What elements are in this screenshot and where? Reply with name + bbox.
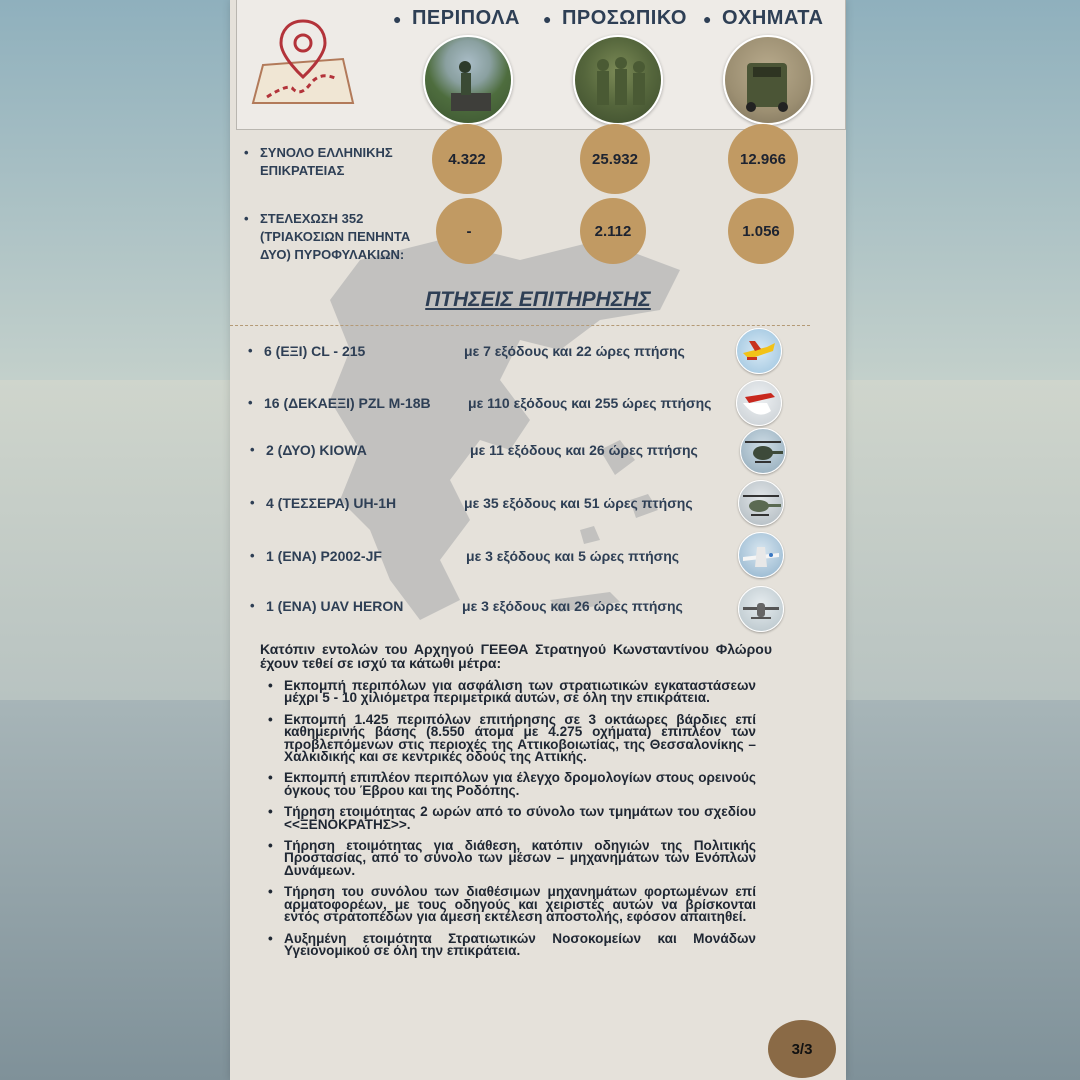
header-patrols: ● ΠΕΡΙΠΟΛΑ <box>393 7 520 29</box>
page-number-badge: 3/3 <box>768 1020 836 1078</box>
stat-total-personnel: 25.932 <box>580 124 650 194</box>
measures-list <box>260 680 756 966</box>
flights-title: ΠΤΗΣΕΙΣ ΕΠΙΤΗΡΗΣΗΣ <box>425 288 651 311</box>
flight-bullet: • <box>250 442 255 457</box>
flight-name: 6 (ΕΞΙ) CL - 215 <box>264 343 366 359</box>
flight-bullet: • <box>250 548 255 563</box>
patrol-photo <box>423 35 513 125</box>
stat-label-total: • ΣΥΝΟΛΟ ΕΛΛΗΝΙΚΗΣ ΕΠΙΚΡΑΤΕΙΑΣ <box>244 145 393 178</box>
stat-firewatch-patrols: - <box>436 198 502 264</box>
flight-bullet: • <box>248 343 253 358</box>
flight-bullet: • <box>248 395 253 410</box>
list-item: • Εκπομπή 1.425 περιπόλων επιτήρησης σε 3 οκτάωρες βάρδιες επί καθημερινής βάσης (8.550 άτομα με 4.275 οχήματα) επιπλέον των προβλεπόμενων στις περιοχές της Αττικοβοιωτίας, της Θεσσαλονίκης – Χαλκιδικής και σε κεντρικές οδούς της Αττικής. <box>260 714 756 764</box>
stat-label-firewatch: • ΣΤΕΛΕΧΩΣΗ 352 (ΤΡΙΑΚΟΣΙΩΝ ΠΕΝΗΝΤΑ ΔΥΟ) ΠΥΡΟΦΥΛΑΚΙΩΝ: <box>244 211 411 262</box>
flight-name: 1 (ΕΝΑ) P2002-JF <box>266 548 382 564</box>
personnel-photo <box>573 35 663 125</box>
header-vehicles-label: ΟΧΗΜΑΤΑ <box>721 7 824 29</box>
drone-icon <box>738 586 784 632</box>
flight-details: με 11 εξόδους και 26 ώρες πτήσης <box>470 442 698 458</box>
stat-firewatch-vehicles: 1.056 <box>728 198 794 264</box>
flight-name: 2 (ΔΥΟ) KIOWA <box>266 442 367 458</box>
flight-details: με 3 εξόδους και 5 ώρες πτήσης <box>466 548 680 564</box>
stat-firewatch-personnel: 2.112 <box>580 198 646 264</box>
water-drop-plane-icon <box>736 380 782 426</box>
flight-bullet: • <box>250 598 255 613</box>
stat-label-firewatch-text: ΣΤΕΛΕΧΩΣΗ 352 (ΤΡΙΑΚΟΣΙΩΝ ΠΕΝΗΝΤΑ ΔΥΟ) ΠΥΡΟΦΥΛΑΚΙΩΝ: <box>260 211 411 262</box>
light-plane-icon <box>738 532 784 578</box>
stat-label-total-text: ΣΥΝΟΛΟ ΕΛΛΗΝΙΚΗΣ ΕΠΙΚΡΑΤΕΙΑΣ <box>260 145 393 178</box>
flight-name: 4 (ΤΕΣΣΕΡΑ) UH-1H <box>266 495 397 511</box>
header-vehicles: ● ΟΧΗΜΑΤΑ <box>703 7 824 29</box>
flight-bullet: • <box>250 495 255 510</box>
list-item: • Τήρηση του συνόλου των διαθέσιμων μηχανημάτων φορτωμένων επί αρματοφορέων, με τους οδηγούς και χειριστές αυτών να βρίσκονται εντός στρατοπέδων για άμεση εκτέλεση αποστολής, εφόσον απαιτηθεί. <box>260 886 756 923</box>
flight-name: 1 (ΕΝΑ) UAV HERON <box>266 598 404 614</box>
helicopter-icon <box>740 428 786 474</box>
list-item: • Εκπομπή επιπλέον περιπόλων για έλεγχο δρομολογίων στους ορεινούς όγκους του Έβρου και της Ροδόπης. <box>260 772 756 797</box>
header-patrols-label: ΠΕΡΙΠΟΛΑ <box>411 7 520 29</box>
header-box <box>236 0 846 130</box>
greece-map-watermark <box>300 200 720 640</box>
list-item: • Αυξημένη ετοιμότητα Στρατιωτικών Νοσοκομείων και Μονάδων Υγειονομικού σε όλη την επικράτεια. <box>260 933 756 958</box>
flight-details: με 110 εξόδους και 255 ώρες πτήσης <box>468 395 712 411</box>
intro-paragraph: Κατόπιν εντολών του Αρχηγού ΓΕΕΘΑ Στρατηγού Κωνσταντίνου Φλώρου έχουν τεθεί σε ισχύ τα κάτωθι μέτρα: <box>260 641 772 671</box>
divider <box>230 325 810 326</box>
header-personnel: ● ΠΡΟΣΩΠΙΚΟ <box>543 7 687 29</box>
helicopter-icon <box>738 480 784 526</box>
flight-name: 16 (ΔΕΚΑΕΞΙ) PZL M-18B <box>264 395 431 411</box>
flight-details: με 7 εξόδους και 22 ώρες πτήσης <box>464 343 685 359</box>
stat-total-patrols: 4.322 <box>432 124 502 194</box>
flight-details: με 35 εξόδους και 51 ώρες πτήσης <box>464 495 693 511</box>
stat-total-vehicles: 12.966 <box>728 124 798 194</box>
list-item: • Τήρηση ετοιμότητας για διάθεση, κατόπιν οδηγιών της Πολιτικής Προστασίας, από το σύνολο των μέσων – μηχανημάτων των Ενόπλων Δυνάμεων. <box>260 840 756 877</box>
map-pin-icon <box>249 17 357 109</box>
vehicles-photo <box>723 35 813 125</box>
flight-details: με 3 εξόδους και 26 ώρες πτήσης <box>462 598 683 614</box>
list-item: • Εκπομπή περιπόλων για ασφάλιση των στρατιωτικών εγκαταστάσεων μέχρι 5 - 10 χιλιόμετρα περιμετρικά αυτών, σε όλη την επικράτεια. <box>260 680 756 705</box>
header-personnel-label: ΠΡΟΣΩΠΙΚΟ <box>561 7 687 29</box>
list-item: • Τήρηση ετοιμότητας 2 ωρών από το σύνολο των τμημάτων του σχεδίου <<ΞΕΝΟΚΡΑΤΗΣ>>. <box>260 806 756 831</box>
infographic-panel <box>230 0 846 1080</box>
firefighting-plane-icon <box>736 328 782 374</box>
